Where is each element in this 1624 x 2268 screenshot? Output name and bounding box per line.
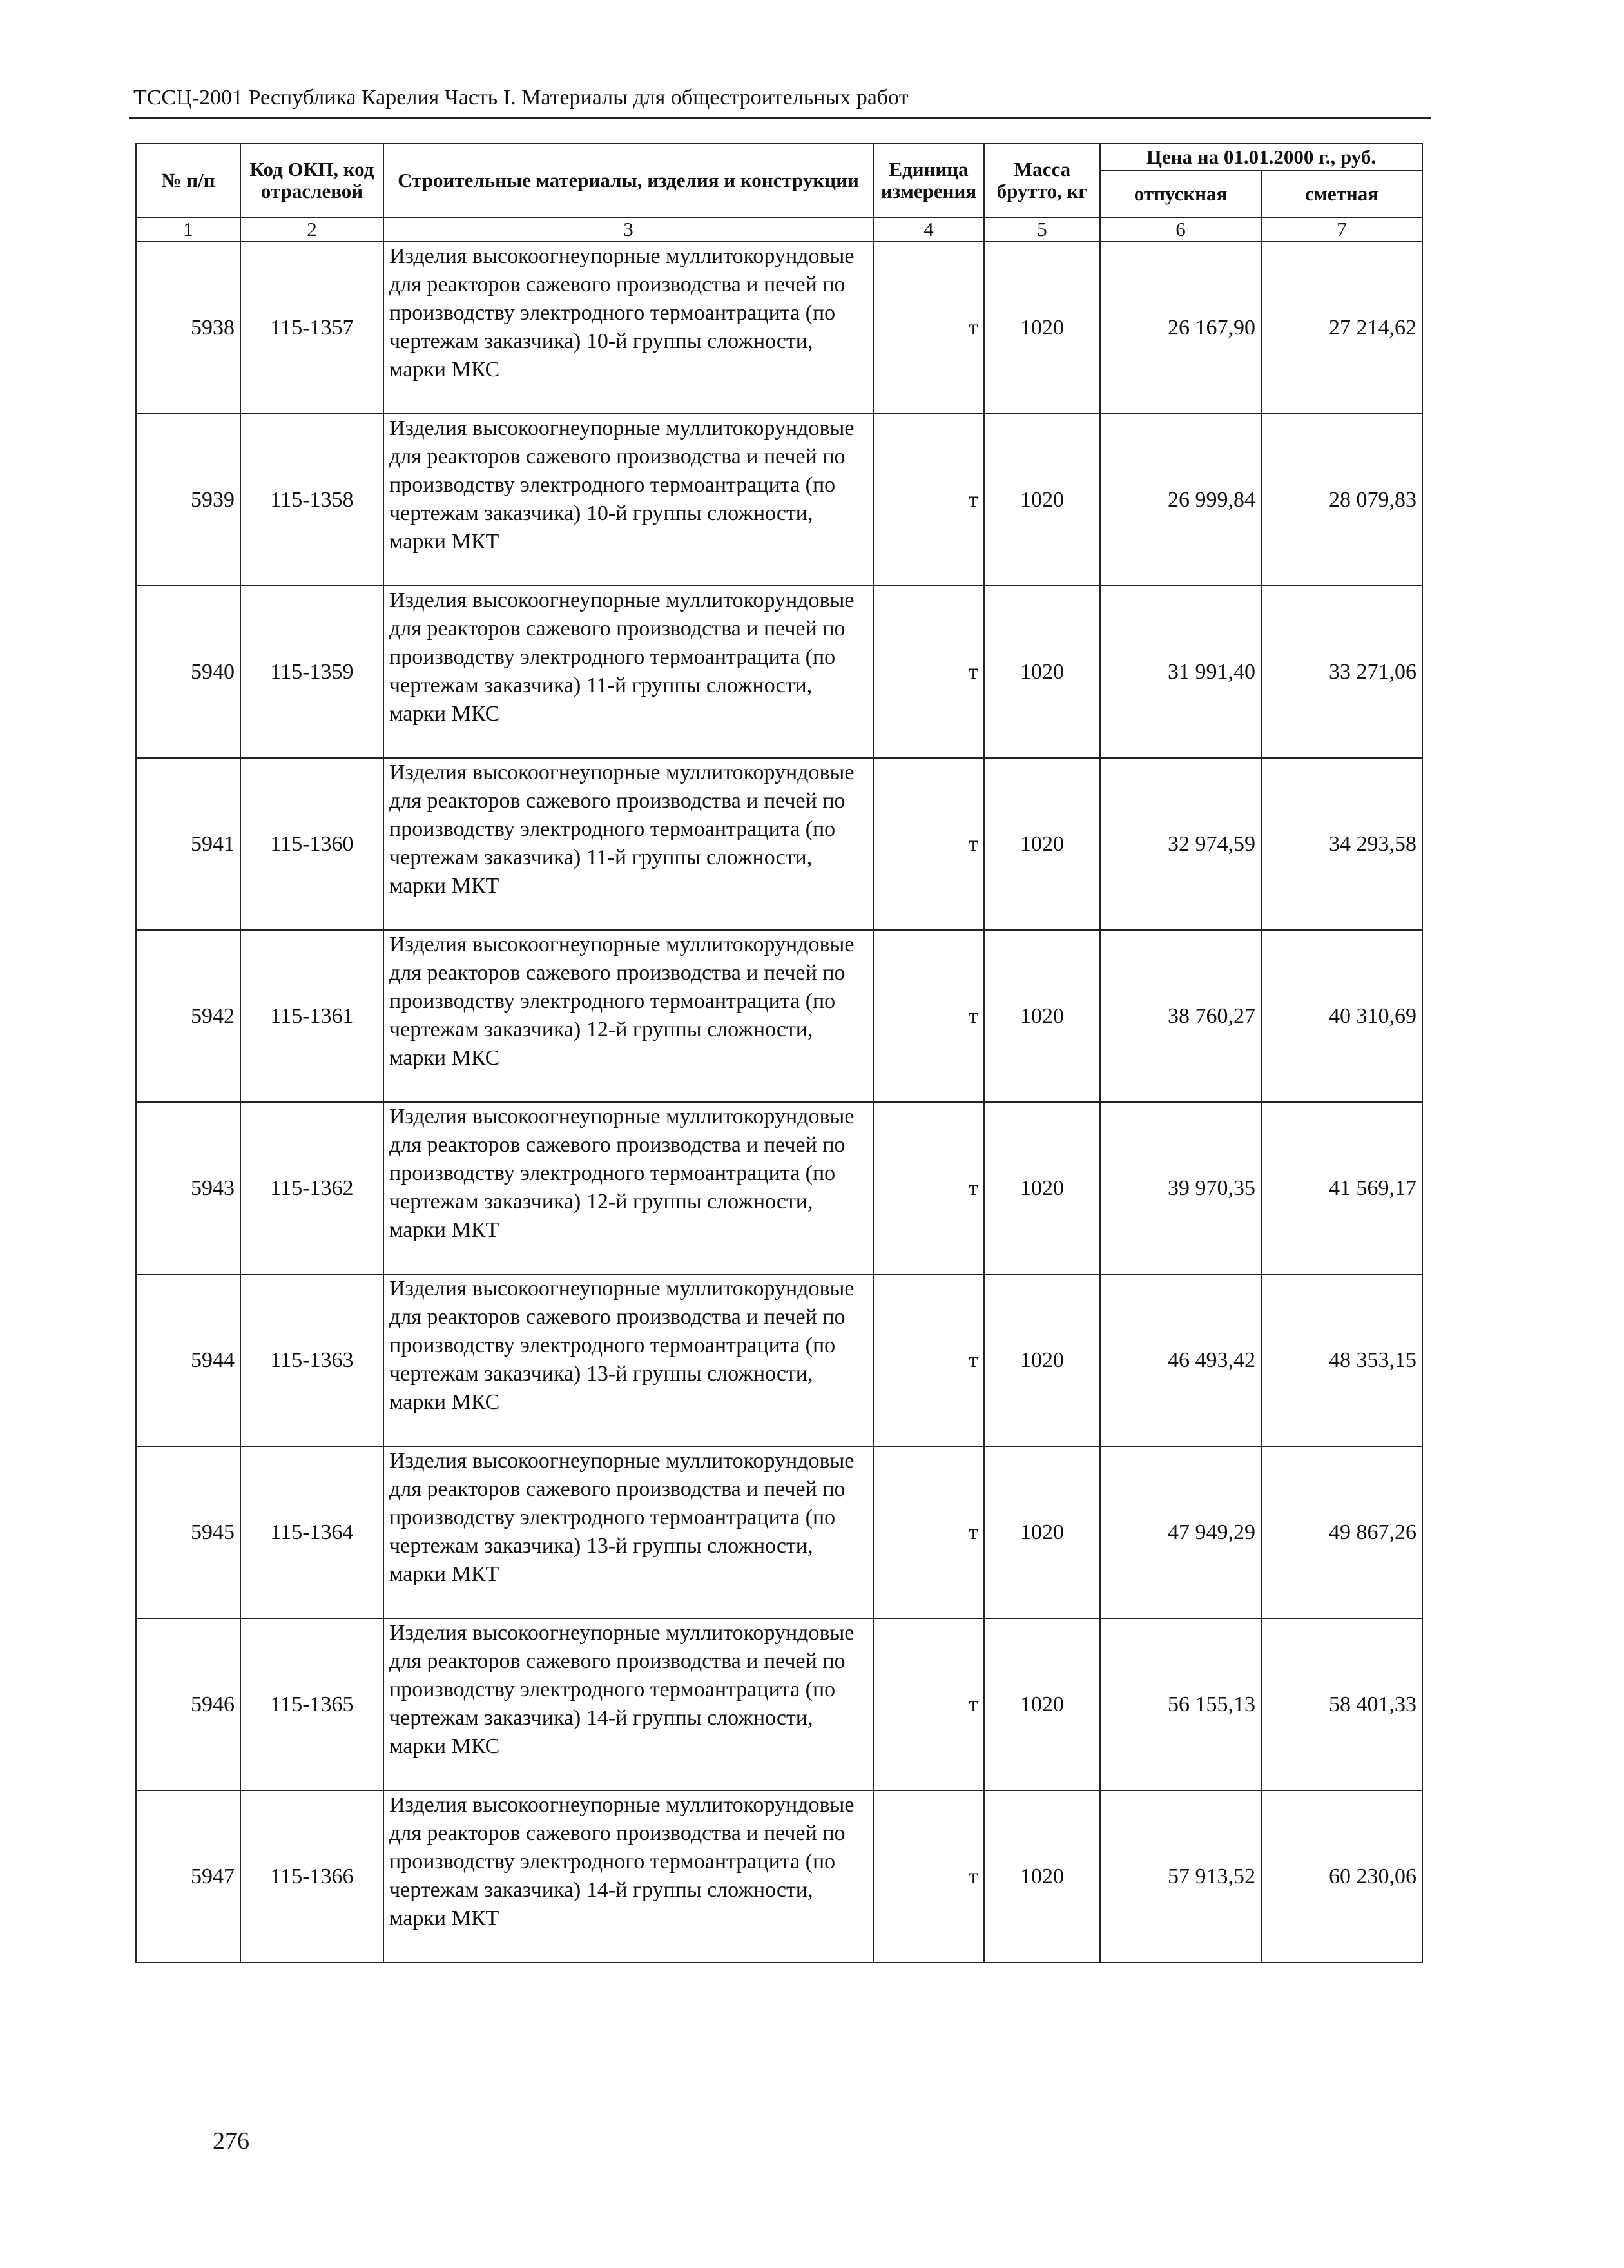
- estimate-price: 33 271,06: [1261, 586, 1422, 758]
- gross-mass: 1020: [984, 930, 1100, 1102]
- material-name: Изделия высокоогнеупорные муллитокорундовые для реакторов сажевого производства и печей по производству электродного термоантрацита (по чертежам заказчика) 12-й группы сложности, марки МКТ: [383, 1102, 873, 1274]
- gross-mass: 1020: [984, 1618, 1100, 1790]
- column-header-unit: Единица измерения: [873, 144, 984, 217]
- unit: т: [873, 930, 984, 1102]
- header-divider: [129, 117, 1431, 119]
- wholesale-price: 39 970,35: [1100, 1102, 1261, 1274]
- table-row: [136, 1102, 1422, 1274]
- okp-code: 115-1361: [240, 930, 383, 1102]
- table-row: [136, 1274, 1422, 1446]
- wholesale-price: 47 949,29: [1100, 1446, 1261, 1618]
- gross-mass: 1020: [984, 1446, 1100, 1618]
- column-number: 4: [873, 217, 984, 242]
- estimate-price: 40 310,69: [1261, 930, 1422, 1102]
- column-number: 2: [240, 217, 383, 242]
- row-number: 5940: [136, 586, 240, 758]
- wholesale-price: 26 999,84: [1100, 414, 1261, 586]
- estimate-price: 28 079,83: [1261, 414, 1422, 586]
- estimate-price: 58 401,33: [1261, 1618, 1422, 1790]
- unit: т: [873, 1446, 984, 1618]
- table-row: [136, 1790, 1422, 1963]
- unit: т: [873, 586, 984, 758]
- row-number: 5941: [136, 758, 240, 930]
- column-header-price: отпускная: [1100, 171, 1261, 217]
- unit: т: [873, 1790, 984, 1963]
- page-header: ТССЦ-2001 Республика Карелия Часть I. Материалы для общестроительных работ: [133, 86, 909, 110]
- estimate-price: 48 353,15: [1261, 1274, 1422, 1446]
- okp-code: 115-1364: [240, 1446, 383, 1618]
- okp-code: 115-1363: [240, 1274, 383, 1446]
- row-number: 5947: [136, 1790, 240, 1963]
- gross-mass: 1020: [984, 1102, 1100, 1274]
- okp-code: 115-1360: [240, 758, 383, 930]
- material-name: Изделия высокоогнеупорные муллитокорундовые для реакторов сажевого производства и печей по производству электродного термоантрацита (по чертежам заказчика) 13-й группы сложности, марки МКС: [383, 1274, 873, 1446]
- okp-code: 115-1357: [240, 242, 383, 414]
- unit: т: [873, 1102, 984, 1274]
- materials-price-table: [135, 143, 1423, 1963]
- column-header-code: Код ОКП, код отраслевой: [240, 144, 383, 217]
- column-header-name: Строительные материалы, изделия и конструкции: [383, 144, 873, 217]
- row-number: 5946: [136, 1618, 240, 1790]
- material-name: Изделия высокоогнеупорные муллитокорундовые для реакторов сажевого производства и печей по производству электродного термоантрацита (по чертежам заказчика) 11-й группы сложности, марки МКС: [383, 586, 873, 758]
- column-header-num: № п/п: [136, 144, 240, 217]
- table-row: [136, 1446, 1422, 1618]
- gross-mass: 1020: [984, 758, 1100, 930]
- gross-mass: 1020: [984, 1790, 1100, 1963]
- table-row: [136, 586, 1422, 758]
- estimate-price: 34 293,58: [1261, 758, 1422, 930]
- estimate-price: 41 569,17: [1261, 1102, 1422, 1274]
- row-number: 5938: [136, 242, 240, 414]
- wholesale-price: 32 974,59: [1100, 758, 1261, 930]
- material-name: Изделия высокоогнеупорные муллитокорундовые для реакторов сажевого производства и печей по производству электродного термоантрацита (по чертежам заказчика) 14-й группы сложности, марки МКС: [383, 1618, 873, 1790]
- table-row: [136, 1618, 1422, 1790]
- wholesale-price: 31 991,40: [1100, 586, 1261, 758]
- gross-mass: 1020: [984, 414, 1100, 586]
- okp-code: 115-1359: [240, 586, 383, 758]
- column-number: 7: [1261, 217, 1422, 242]
- row-number: 5945: [136, 1446, 240, 1618]
- column-number: 5: [984, 217, 1100, 242]
- column-header-estimate: сметная: [1261, 171, 1422, 217]
- wholesale-price: 26 167,90: [1100, 242, 1261, 414]
- estimate-price: 60 230,06: [1261, 1790, 1422, 1963]
- column-number-row: [136, 217, 1422, 242]
- okp-code: 115-1365: [240, 1618, 383, 1790]
- material-name: Изделия высокоогнеупорные муллитокорундовые для реакторов сажевого производства и печей по производству электродного термоантрацита (по чертежам заказчика) 10-й группы сложности, марки МКТ: [383, 414, 873, 586]
- table-row: [136, 930, 1422, 1102]
- material-name: Изделия высокоогнеупорные муллитокорундовые для реакторов сажевого производства и печей по производству электродного термоантрацита (по чертежам заказчика) 10-й группы сложности, марки МКС: [383, 242, 873, 414]
- wholesale-price: 38 760,27: [1100, 930, 1261, 1102]
- row-number: 5939: [136, 414, 240, 586]
- wholesale-price: 46 493,42: [1100, 1274, 1261, 1446]
- unit: т: [873, 242, 984, 414]
- material-name: Изделия высокоогнеупорные муллитокорундовые для реакторов сажевого производства и печей по производству электродного термоантрацита (по чертежам заказчика) 14-й группы сложности, марки МКТ: [383, 1790, 873, 1963]
- wholesale-price: 56 155,13: [1100, 1618, 1261, 1790]
- table-row: [136, 414, 1422, 586]
- unit: т: [873, 1618, 984, 1790]
- wholesale-price: 57 913,52: [1100, 1790, 1261, 1963]
- estimate-price: 27 214,62: [1261, 242, 1422, 414]
- column-number: 1: [136, 217, 240, 242]
- okp-code: 115-1366: [240, 1790, 383, 1963]
- table-row: [136, 758, 1422, 930]
- page-number: 276: [213, 2127, 249, 2155]
- row-number: 5942: [136, 930, 240, 1102]
- material-name: Изделия высокоогнеупорные муллитокорундовые для реакторов сажевого производства и печей по производству электродного термоантрацита (по чертежам заказчика) 12-й группы сложности, марки МКС: [383, 930, 873, 1102]
- unit: т: [873, 758, 984, 930]
- material-name: Изделия высокоогнеупорные муллитокорундовые для реакторов сажевого производства и печей по производству электродного термоантрацита (по чертежам заказчика) 11-й группы сложности, марки МКТ: [383, 758, 873, 930]
- unit: т: [873, 414, 984, 586]
- table-row: [136, 242, 1422, 414]
- okp-code: 115-1362: [240, 1102, 383, 1274]
- okp-code: 115-1358: [240, 414, 383, 586]
- estimate-price: 49 867,26: [1261, 1446, 1422, 1618]
- column-number: 3: [383, 217, 873, 242]
- gross-mass: 1020: [984, 586, 1100, 758]
- column-number: 6: [1100, 217, 1261, 242]
- material-name: Изделия высокоогнеупорные муллитокорундовые для реакторов сажевого производства и печей по производству электродного термоантрацита (по чертежам заказчика) 13-й группы сложности, марки МКТ: [383, 1446, 873, 1618]
- gross-mass: 1020: [984, 242, 1100, 414]
- row-number: 5944: [136, 1274, 240, 1446]
- unit: т: [873, 1274, 984, 1446]
- gross-mass: 1020: [984, 1274, 1100, 1446]
- row-number: 5943: [136, 1102, 240, 1274]
- column-header-mass: Масса брутто, кг: [984, 144, 1100, 217]
- column-header-price-group: Цена на 01.01.2000 г., руб.: [1100, 144, 1422, 171]
